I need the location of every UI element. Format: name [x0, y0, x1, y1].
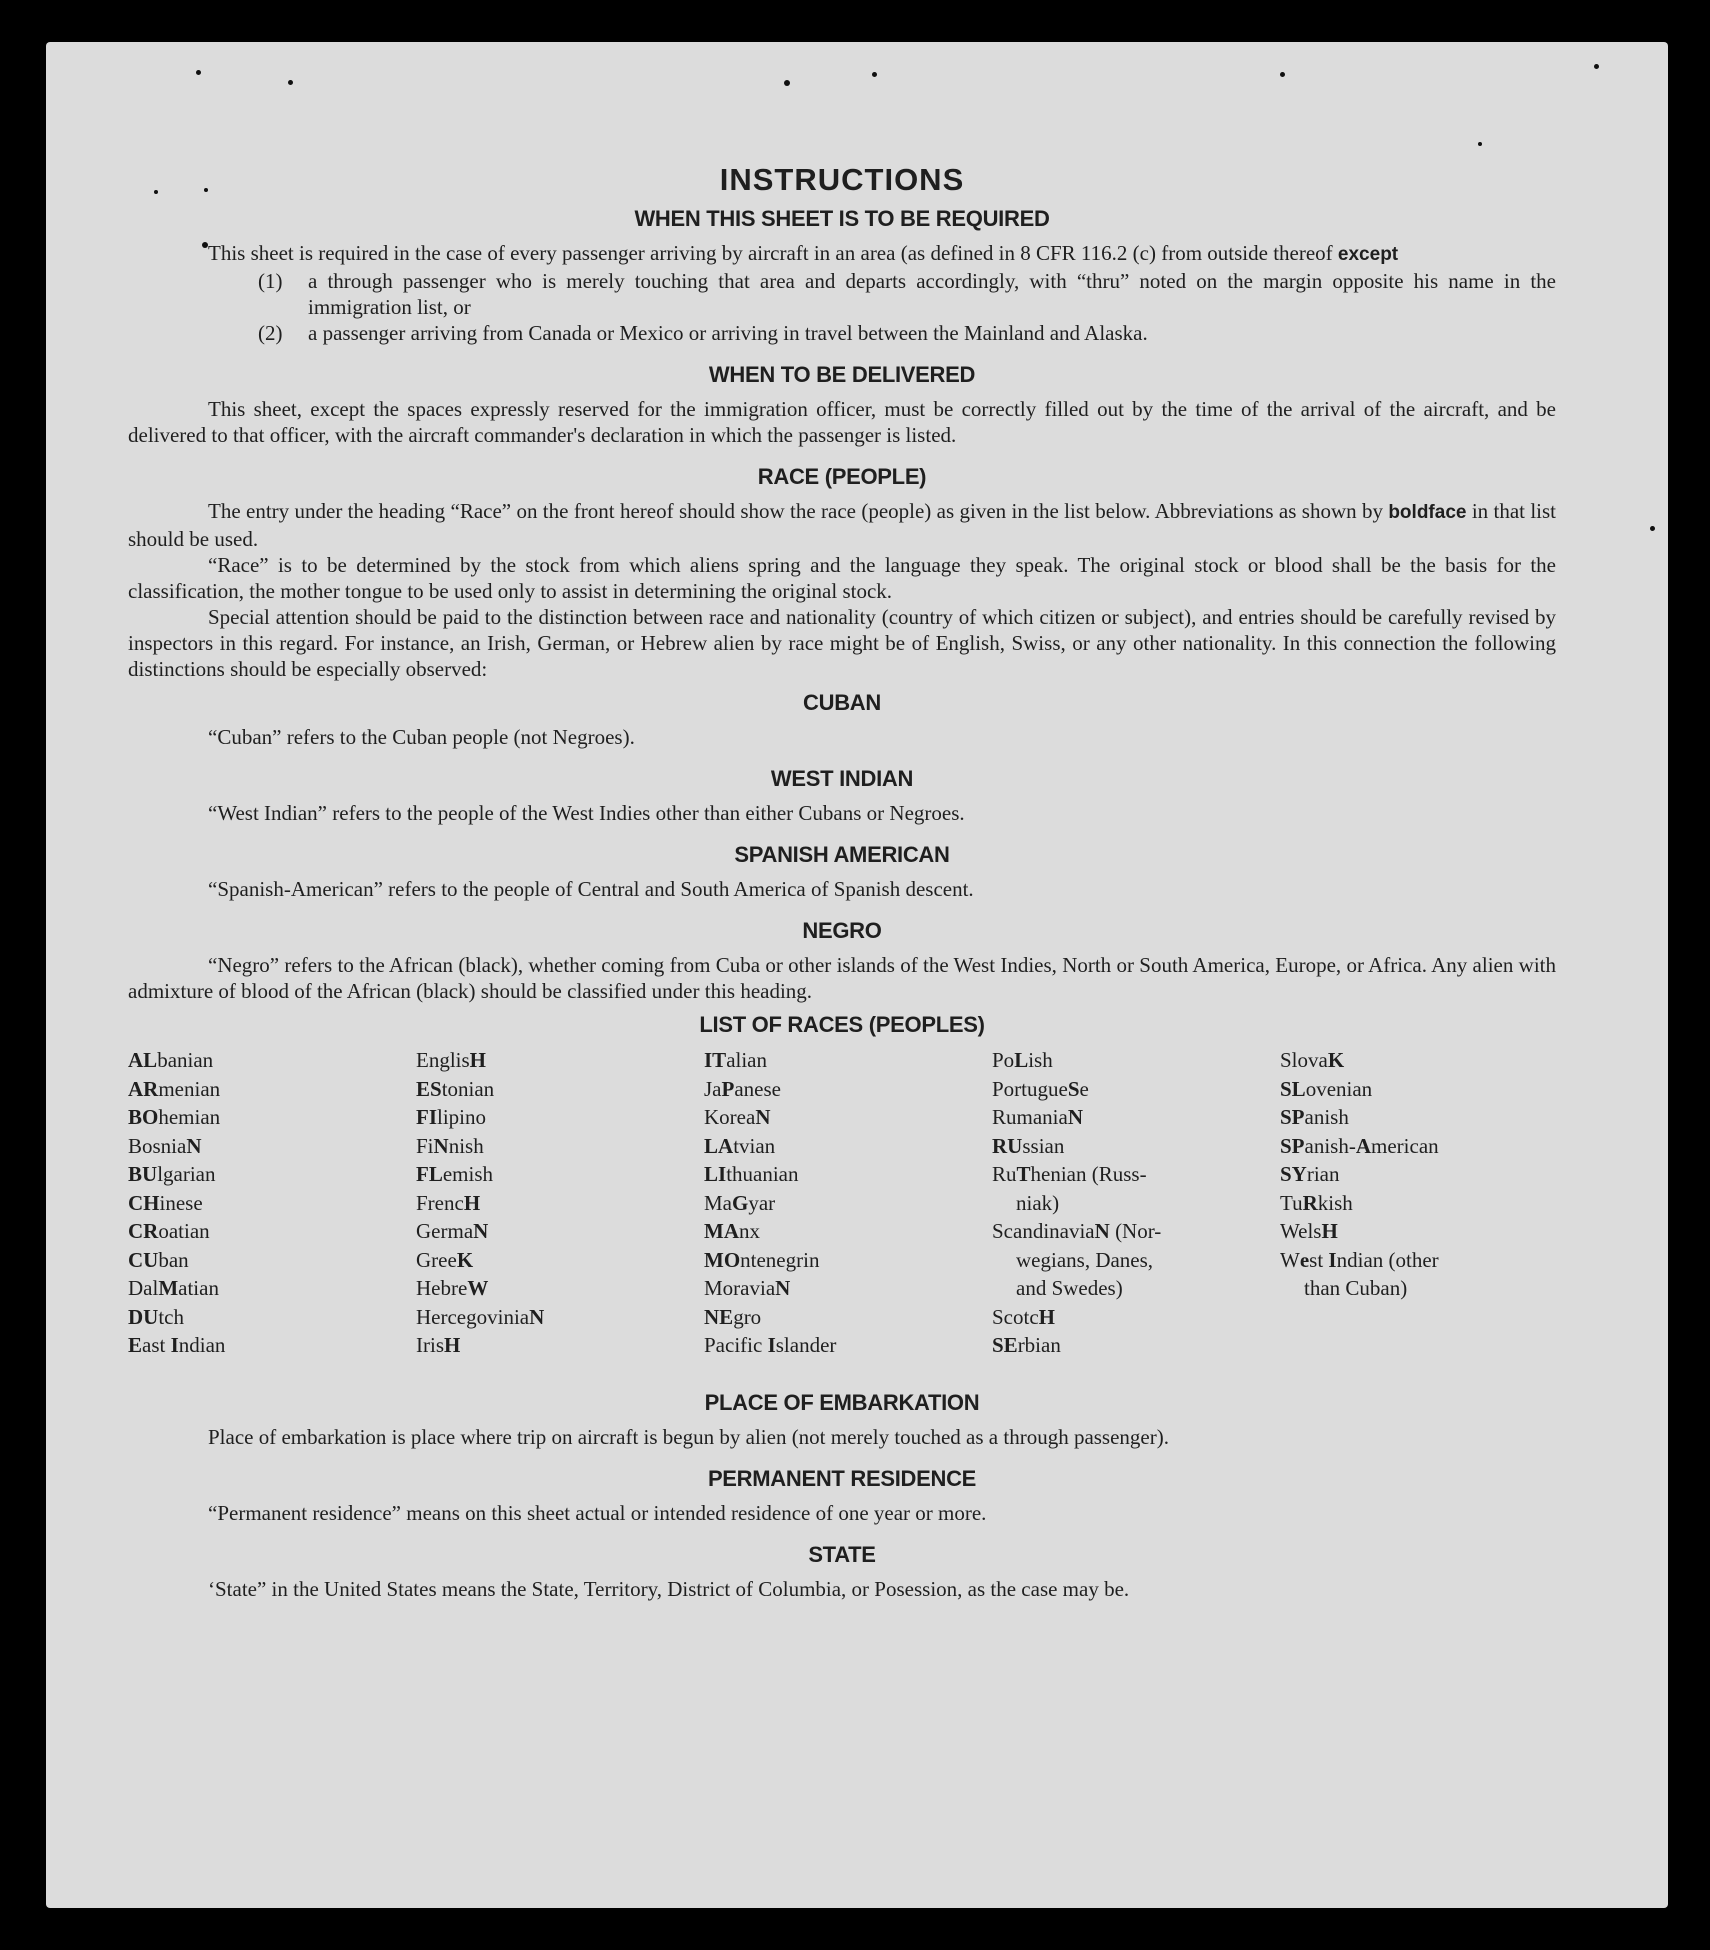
state-text: ‘State” in the United States means the State, Territory, District of Columbia, or Posession, as the case may be.: [208, 1576, 1130, 1601]
race-item: PoLish: [992, 1048, 1053, 1072]
race-item: GermaN: [416, 1219, 489, 1243]
cuban-text: “Cuban” refers to the Cuban people (not Negroes).: [208, 725, 635, 749]
race-item: CUban: [128, 1247, 189, 1272]
race-item: MoraviaN: [704, 1276, 791, 1300]
section-heading-when-delivered: WHEN TO BE DELIVERED: [708, 362, 976, 387]
section-heading-state: STATE: [808, 1541, 876, 1567]
exception-item: (2) a passenger arriving from Canada or Mexico or arriving in travel between the Mainland and Alaska.: [258, 321, 1148, 345]
scan-speck: [288, 80, 293, 85]
race-item: SErbian: [992, 1333, 1061, 1357]
section-heading-permanent-residence: PERMANENT RESIDENCE: [707, 1465, 977, 1491]
race-item: DalMatian: [128, 1276, 219, 1300]
races-list: [128, 1046, 1556, 1360]
races-column: [704, 1046, 992, 1360]
race-item: DUtch: [128, 1304, 184, 1329]
race-item: EnglisH: [416, 1048, 487, 1072]
race-item: MaGyar: [704, 1190, 776, 1215]
section-heading-race: RACE (PEOPLE): [757, 464, 927, 489]
race-item: BOhemian: [128, 1105, 221, 1129]
races-column: [992, 1046, 1280, 1360]
race-item: HebreW: [416, 1276, 489, 1300]
race-item: BosniaN: [128, 1133, 202, 1158]
negro-text: “Negro” refers to the African (black), whether coming from Cuba or other islands of the West Indies, North or South America, Europe, or Africa. Any alien with admixture of blood of the African (black) should be classified under this heading.: [128, 953, 1556, 1003]
race-item: IrisH: [416, 1333, 461, 1357]
scan-speck: [1650, 526, 1655, 531]
document-sheet: [46, 42, 1668, 1908]
race-item: West Indian (other than Cuban): [1280, 1247, 1439, 1300]
race-item: TuRkish: [1280, 1190, 1353, 1215]
race-item: ALbanian: [128, 1048, 214, 1072]
section-heading-embarkation: PLACE OF EMBARKATION: [704, 1389, 980, 1415]
race-item: PortugueSe: [992, 1076, 1089, 1101]
scan-speck: [1594, 64, 1599, 69]
race-item: CRoatian: [128, 1219, 210, 1243]
race-item: EStonian: [416, 1076, 495, 1101]
scan-speck: [784, 80, 790, 86]
race-item: LAtvian: [704, 1133, 776, 1158]
race-item: Pacific Islander: [704, 1333, 837, 1357]
when-delivered-text: This sheet, except the spaces expressly reserved for the immigration officer, must be correctly filled out by the time of the arrival of the aircraft, and be delivered to that officer, with the aircraft commander's declaration in which the passenger is listed.: [128, 397, 1556, 447]
race-item: RumaniaN: [992, 1105, 1083, 1129]
race-item: East Indian: [128, 1333, 226, 1357]
races-column: [128, 1046, 416, 1360]
race-item: RuThenian (Russ- niak): [992, 1162, 1147, 1215]
race-paragraph-3: Special attention should be paid to the distinction between race and nationality (country of which citizen or subject), and entries should be carefully revised by inspectors in this regard. For instance, an Irish, German, or Hebrew alien by race might be of English, Swiss, or any other nationality. In this connection the following distinctions should be especially observed:: [128, 605, 1556, 681]
race-item: SLovenian: [1280, 1076, 1373, 1101]
scan-speck: [872, 72, 877, 77]
section-heading-cuban: CUBAN: [803, 690, 881, 715]
race-paragraph-1: The entry under the heading “Race” on the front hereof should show the race (people) as given in the list below. Abbreviations as shown by boldface in that list should be used.: [128, 499, 1557, 551]
section-heading-list-of-races: LIST OF RACES (PEOPLES): [699, 1012, 985, 1037]
races-column: [1280, 1046, 1568, 1360]
when-required-intro: This sheet is required in the case of every passenger arriving by aircraft in an area (as defined in 8 CFR 116.2 (c) from outside thereof except: [208, 241, 1399, 265]
race-item: BUlgarian: [128, 1162, 216, 1186]
race-item: SYrian: [1280, 1162, 1340, 1186]
race-item: FIlipino: [416, 1105, 487, 1129]
race-item: CHinese: [128, 1190, 203, 1215]
section-heading-west-indian: WEST INDIAN: [770, 766, 914, 791]
scan-speck: [1478, 142, 1482, 146]
race-item: KoreaN: [704, 1105, 771, 1129]
instructions-content: [128, 162, 1556, 1602]
race-item: ScandinaviaN (Nor- wegians, Danes, and Swedes): [992, 1219, 1162, 1300]
race-item: LIthuanian: [704, 1162, 799, 1186]
race-item: WelsH: [1280, 1219, 1338, 1243]
race-paragraph-2: “Race” is to be determined by the stock from which aliens spring and the language they speak. The original stock or blood shall be the basis for the classification, the mother tongue to be used only to assist in determining the original stock.: [128, 553, 1556, 603]
race-item: HercegoviniaN: [416, 1304, 545, 1329]
race-item: ARmenian: [128, 1076, 221, 1101]
race-item: RUssian: [992, 1133, 1065, 1158]
exception-list: [258, 268, 1556, 346]
race-item: SPanish-American: [1280, 1133, 1439, 1158]
race-item: NEgro: [704, 1304, 762, 1329]
scan-speck: [1280, 72, 1285, 77]
section-heading-negro: NEGRO: [802, 918, 882, 943]
race-item: MOntenegrin: [704, 1247, 820, 1272]
race-item: FiNnish: [416, 1133, 484, 1158]
permanent-residence-text: “Permanent residence” means on this sheet actual or intended residence of one year or more.: [208, 1500, 987, 1525]
race-item: SlovaK: [1280, 1048, 1345, 1072]
page-title: INSTRUCTIONS: [719, 162, 965, 197]
spanish-american-text: “Spanish-American” refers to the people of Central and South America of Spanish descent.: [208, 877, 974, 901]
race-item: ITalian: [704, 1048, 767, 1072]
west-indian-text: “West Indian” refers to the people of the West Indies other than either Cubans or Negroes.: [208, 801, 965, 825]
embarkation-text: Place of embarkation is place where trip on aircraft is begun by alien (not merely touched as a through passenger).: [208, 1424, 1169, 1449]
scan-speck: [196, 70, 201, 75]
race-item: MAnx: [704, 1219, 760, 1243]
section-heading-spanish-american: SPANISH AMERICAN: [734, 842, 950, 867]
race-item: SPanish: [1280, 1105, 1349, 1129]
race-item: FrencH: [416, 1190, 481, 1215]
race-item: GreeK: [416, 1247, 474, 1272]
races-column: [416, 1046, 704, 1360]
section-heading-when-required: WHEN THIS SHEET IS TO BE REQUIRED: [634, 206, 1050, 231]
race-item: JaPanese: [704, 1076, 781, 1101]
race-item: ScotcH: [992, 1304, 1055, 1329]
race-item: FLemish: [416, 1162, 494, 1186]
exception-item: (1) a through passenger who is merely touching that area and departs accordingly, with “thru” noted on the margin opposite his name in the immigration list, or: [258, 269, 1556, 319]
